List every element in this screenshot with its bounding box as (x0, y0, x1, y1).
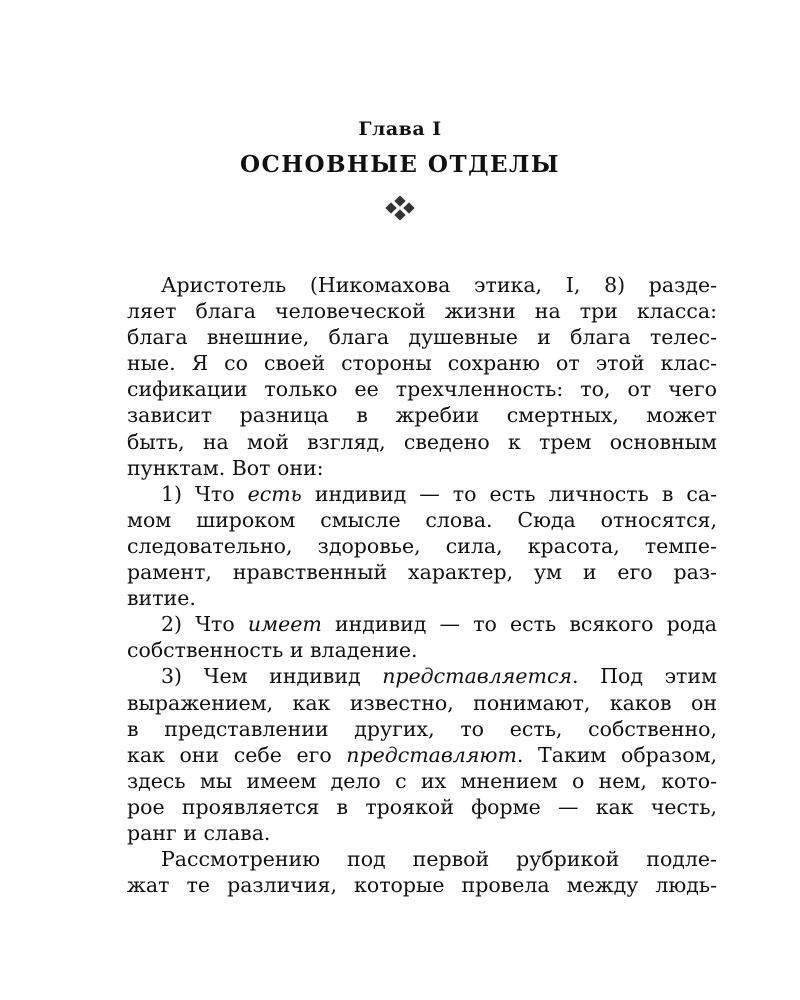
text-line: в представлении других, то есть, собственно, (127, 716, 717, 741)
text-line: 2) Что имеет индивид — то есть всякого рода (161, 612, 717, 637)
chapter-title: ОСНОВНЫЕ ОТДЕЛЫ (239, 151, 561, 178)
emphasis-text: представляется (382, 664, 572, 689)
text-line: мом широком смысле слова. Сюда относятся, (127, 507, 717, 532)
body-text (127, 272, 717, 898)
text-line: жат те различия, которые провела между людь- (127, 873, 717, 898)
emphasis-text: имеет (247, 612, 322, 637)
text-line: 1) Что есть индивид — то есть личность в са- (161, 481, 717, 506)
emphasis-text: представляют (346, 742, 517, 767)
text-line: выражением, как известно, понимают, каков он (127, 690, 717, 715)
text-line: рое проявляется в троякой форме — как честь, (127, 794, 717, 819)
chapter-label: Глава I (358, 118, 442, 140)
text-line: пунктам. Вот они: (127, 455, 324, 480)
text-line: быть, на мой взгляд, сведено к трем основным (127, 429, 717, 454)
text-line: блага внешние, блага душевные и блага телес- (127, 325, 717, 350)
text-line: ляет блага человеческой жизни на три класса: (127, 299, 717, 324)
text-line: ранг и слава. (127, 820, 271, 845)
text-line: здесь мы имеем дело с их мнением о нем, кото- (127, 768, 717, 793)
text-line: ные. Я со своей стороны сохраню от этой клас- (127, 351, 717, 376)
text-line: зависит разница в жребии смертных, может (127, 403, 717, 428)
text-line: Аристотель (Никомахова этика, I, 8) разде- (161, 273, 717, 297)
emphasis-text: есть (247, 481, 302, 506)
text-line: следовательно, здоровье, сила, красота, темпе- (127, 533, 717, 558)
text-line: сификации только ее трехчленность: то, от чего (127, 377, 717, 402)
ornament-icon (385, 196, 415, 220)
text-line: витие. (127, 586, 196, 611)
text-line: как они себе его представляют. Таким образом, (127, 742, 717, 767)
text-line: собственность и владение. (127, 638, 418, 663)
text-line: 3) Чем индивид представляется. Под этим (161, 664, 717, 689)
text-line: Рассмотрению под первой рубрикой подле- (161, 847, 717, 872)
text-line: рамент, нравственный характер, ум и его раз- (127, 560, 717, 585)
